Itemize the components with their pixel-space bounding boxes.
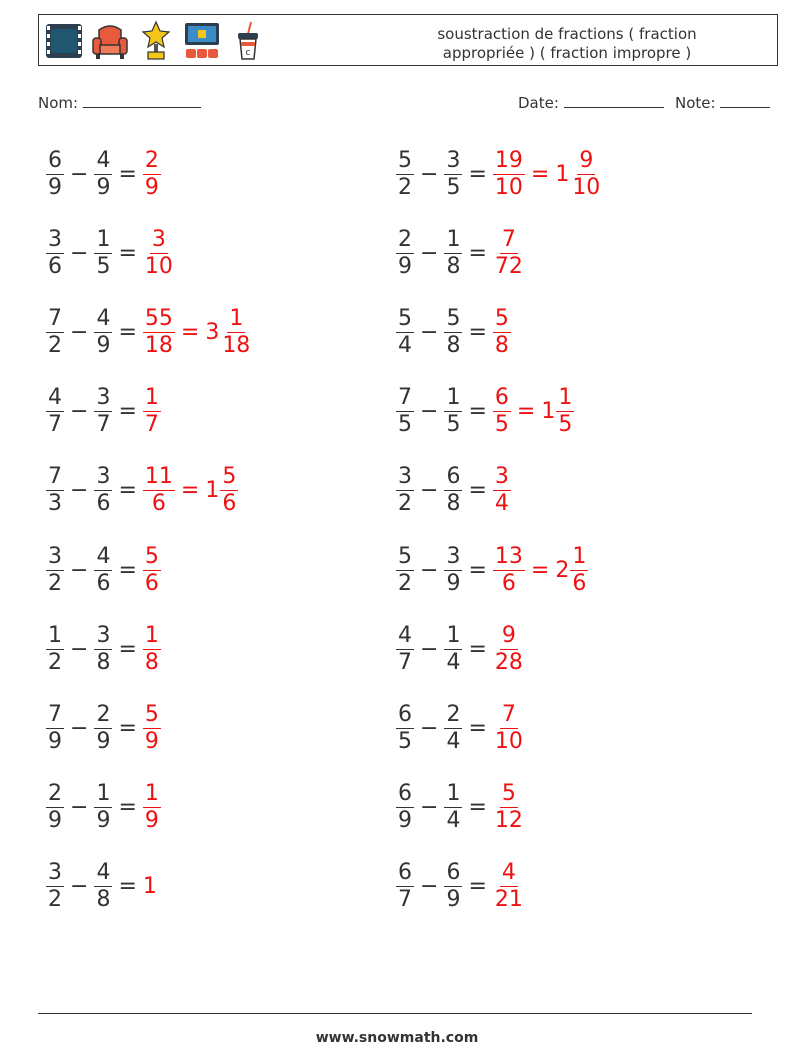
mixed-whole: 1 [541,399,556,425]
answer-fraction [143,385,161,438]
numerator: 4 [96,860,111,886]
minuend-fraction [46,385,64,438]
subtrahend-fraction [94,148,112,201]
minus-sign: − [420,319,439,345]
numerator: 7 [501,701,516,727]
problem-item [46,300,252,364]
numerator: 5 [144,543,159,569]
subtrahend-fraction [94,385,112,438]
numerator: 4 [96,147,111,173]
minuend-fraction [46,306,64,359]
mixed-whole: 2 [555,557,570,583]
denominator: 2 [398,570,412,596]
denominator: 9 [398,253,412,279]
numerator: 4 [96,305,111,331]
numerator: 1 [446,385,461,411]
numerator: 3 [96,385,111,411]
equals-sign: = [118,795,137,821]
denominator: 6 [48,253,62,279]
denominator: 5 [398,728,412,754]
numerator: 1 [144,622,159,648]
subtrahend-fraction [94,781,112,834]
denominator: 10 [572,174,601,200]
minus-sign: − [70,874,89,900]
mixed-fraction [220,306,252,359]
subtrahend-fraction [94,860,112,913]
minus-sign: − [420,399,439,425]
answer-fraction [493,781,525,834]
footer-url: www.snowmath.com [315,1030,479,1046]
denominator: 2 [48,887,62,913]
problem-item [396,459,511,523]
denominator: 7 [398,649,412,675]
minuend-fraction [396,781,414,834]
denominator: 8 [446,332,461,358]
answer-fraction [493,623,525,676]
subtrahend-fraction [444,702,462,755]
denominator: 9 [144,728,159,754]
numerator: 5 [446,305,461,331]
numerator: 5 [144,701,159,727]
numerator: 9 [579,147,594,173]
numerator: 1 [446,622,461,648]
numerator: 1 [96,781,111,807]
numerator: 4 [501,860,516,886]
minuend-fraction [46,702,64,755]
denominator: 9 [144,808,159,834]
minus-sign: − [70,557,89,583]
minuend-fraction [46,464,64,517]
denominator: 10 [144,253,173,279]
answer-fraction [493,464,511,517]
answer-fraction [493,306,511,359]
numerator: 7 [501,226,516,252]
equals-sign: = [180,478,200,504]
denominator: 4 [446,808,461,834]
denominator: 8 [446,253,461,279]
equals-sign: = [118,240,137,266]
numerator: 13 [494,543,523,569]
minus-sign: − [70,161,89,187]
answer-fraction [493,544,525,597]
problem-item [396,380,574,444]
equals-sign: = [468,319,487,345]
numerator: 3 [446,147,461,173]
equals-sign: = [468,795,487,821]
numerator: 3 [48,543,62,569]
minuend-fraction [46,623,64,676]
numerator: 6 [48,147,62,173]
denominator: 10 [494,174,523,200]
equals-sign: = [118,636,137,662]
problem-item [46,696,161,760]
denominator: 9 [446,570,461,596]
denominator: 4 [446,728,461,754]
denominator: 8 [96,649,111,675]
denominator: 8 [494,332,509,358]
problem-item [396,538,588,602]
answer-fraction [143,544,161,597]
minus-sign: − [420,557,439,583]
numerator: 2 [48,781,62,807]
denominator: 6 [572,570,587,596]
problem-item [46,855,157,919]
denominator: 4 [398,332,412,358]
equals-sign: = [468,557,487,583]
numerator: 4 [398,622,412,648]
minuend-fraction [46,860,64,913]
denominator: 9 [48,174,62,200]
numerator: 1 [144,781,159,807]
denominator: 4 [494,491,509,517]
denominator: 28 [494,649,523,675]
subtrahend-fraction [444,544,462,597]
numerator: 2 [398,226,412,252]
equals-sign: = [530,161,550,187]
numerator: 2 [96,701,111,727]
answer-fraction [143,227,175,280]
problem-item [396,776,525,840]
denominator: 9 [96,728,111,754]
equals-sign: = [118,715,137,741]
equals-sign: = [468,399,487,425]
denominator: 2 [48,649,62,675]
numerator: 3 [446,543,461,569]
numerator: 3 [398,464,412,490]
minus-sign: − [420,240,439,266]
minuend-fraction [396,544,414,597]
equals-sign: = [118,319,137,345]
denominator: 2 [48,332,62,358]
problem-item [46,617,161,681]
problem-item [396,855,525,919]
denominator: 18 [144,332,173,358]
mixed-fraction [220,464,238,517]
answer-fraction [493,227,525,280]
numerator: 3 [48,860,62,886]
denominator: 5 [446,174,461,200]
subtrahend-fraction [94,306,112,359]
mixed-fraction [556,385,574,438]
answer-fraction [493,148,525,201]
answer-fraction [143,464,175,517]
minus-sign: − [70,715,89,741]
answer-fraction [143,306,175,359]
denominator: 5 [494,412,509,438]
minuend-fraction [396,148,414,201]
numerator: 1 [572,543,587,569]
equals-sign: = [468,478,487,504]
equals-sign: = [530,557,550,583]
minuend-fraction [396,623,414,676]
denominator: 2 [48,570,62,596]
numerator: 5 [398,147,412,173]
minus-sign: − [70,399,89,425]
numerator: 1 [229,305,244,331]
denominator: 8 [144,649,159,675]
minus-sign: − [70,795,89,821]
minuend-fraction [396,702,414,755]
denominator: 6 [144,570,159,596]
problem-item [396,221,525,285]
numerator: 7 [48,305,62,331]
numerator: 7 [398,385,412,411]
denominator: 9 [96,808,111,834]
numerator: 3 [48,226,62,252]
footer-divider [38,1013,752,1014]
subtrahend-fraction [444,464,462,517]
minus-sign: − [70,478,89,504]
denominator: 12 [494,808,523,834]
denominator: 5 [96,253,111,279]
minuend-fraction [396,464,414,517]
numerator: 11 [144,464,173,490]
equals-sign: = [118,874,137,900]
numerator: 9 [501,622,516,648]
answer-fraction [493,385,511,438]
subtrahend-fraction [444,385,462,438]
numerator: 3 [96,464,111,490]
equals-sign: = [468,161,487,187]
denominator: 9 [96,332,111,358]
minuend-fraction [396,306,414,359]
denominator: 6 [96,570,111,596]
equals-sign: = [118,399,137,425]
minuend-fraction [46,544,64,597]
equals-sign: = [468,240,487,266]
subtrahend-fraction [444,623,462,676]
numerator: 6 [398,860,412,886]
equals-sign: = [180,319,200,345]
equals-sign: = [468,636,487,662]
numerator: 1 [96,226,111,252]
date-label: Date: [518,94,559,112]
answer-fraction [143,781,161,834]
numerator: 1 [558,385,573,411]
numerator: 7 [48,464,62,490]
denominator: 5 [446,412,461,438]
problem-item [46,221,175,285]
denominator: 9 [48,728,62,754]
numerator: 3 [151,226,166,252]
problem-item [46,776,161,840]
problem-item [46,459,238,523]
denominator: 18 [222,332,251,358]
subtrahend-fraction [94,544,112,597]
numerator: 7 [48,701,62,727]
equals-sign: = [118,161,137,187]
subtrahend-fraction [444,306,462,359]
denominator: 8 [446,491,461,517]
denominator: 7 [96,412,111,438]
denominator: 3 [48,491,62,517]
denominator: 2 [398,174,412,200]
numerator: 2 [144,147,159,173]
denominator: 7 [398,887,412,913]
answer-fraction [493,860,525,913]
problem-item [46,380,161,444]
equals-sign: = [468,874,487,900]
denominator: 4 [446,649,461,675]
subtrahend-fraction [444,860,462,913]
numerator: 5 [398,305,412,331]
denominator: 10 [494,728,523,754]
numerator: 1 [446,226,461,252]
minus-sign: − [420,874,439,900]
numerator: 6 [494,385,509,411]
numerator: 5 [494,305,509,331]
denominator: 6 [222,491,237,517]
answer-whole: 1 [142,874,157,900]
denominator: 2 [398,491,412,517]
mixed-fraction [570,148,602,201]
minuend-fraction [46,148,64,201]
subtrahend-fraction [94,464,112,517]
numerator: 6 [398,781,412,807]
denominator: 7 [48,412,62,438]
mixed-whole: 3 [205,319,220,345]
denominator: 9 [48,808,62,834]
numerator: 5 [398,543,412,569]
denominator: 6 [151,491,166,517]
answer-fraction [493,702,525,755]
denominator: 6 [501,570,516,596]
mixed-fraction [570,544,588,597]
numerator: 2 [446,701,461,727]
minus-sign: − [420,636,439,662]
minus-sign: − [420,161,439,187]
subtrahend-fraction [444,227,462,280]
minuend-fraction [46,227,64,280]
numerator: 1 [144,385,159,411]
minuend-fraction [396,385,414,438]
subtrahend-fraction [94,623,112,676]
numerator: 6 [398,701,412,727]
equals-sign: = [468,715,487,741]
problem-item [396,142,602,206]
mixed-whole: 1 [555,161,570,187]
note-label: Note: [675,94,716,112]
denominator: 9 [96,174,111,200]
equals-sign: = [516,399,536,425]
worksheet-title: soustraction de fractions ( fraction appropriée ) ( fraction impropre ) [437,25,697,62]
svg-text:c: c [245,48,251,58]
numerator: 3 [96,622,111,648]
minus-sign: − [420,478,439,504]
subtrahend-fraction [94,702,112,755]
numerator: 55 [144,305,173,331]
numerator: 1 [48,622,62,648]
name-label: Nom: [38,94,79,112]
minuend-fraction [46,781,64,834]
problem-item [46,142,161,206]
subtrahend-fraction [94,227,112,280]
answer-fraction [143,623,161,676]
denominator: 5 [558,412,573,438]
numerator: 5 [222,464,237,490]
denominator: 6 [96,491,111,517]
subtrahend-fraction [444,148,462,201]
numerator: 4 [48,385,62,411]
denominator: 5 [398,412,412,438]
minus-sign: − [70,319,89,345]
denominator: 72 [494,253,523,279]
minus-sign: − [420,795,439,821]
mixed-whole: 1 [205,478,220,504]
minuend-fraction [396,227,414,280]
numerator: 19 [494,147,523,173]
answer-fraction [143,148,161,201]
answer-fraction [143,702,161,755]
minus-sign: − [70,240,89,266]
numerator: 6 [446,860,461,886]
denominator: 9 [446,887,461,913]
equals-sign: = [118,478,137,504]
numerator: 5 [501,781,516,807]
problem-item [396,696,525,760]
denominator: 9 [144,174,159,200]
minus-sign: − [420,715,439,741]
problem-item [46,538,161,602]
numerator: 6 [446,464,461,490]
minuend-fraction [396,860,414,913]
numerator: 1 [446,781,461,807]
minus-sign: − [70,636,89,662]
problem-item [396,300,511,364]
subtrahend-fraction [444,781,462,834]
denominator: 21 [494,887,523,913]
equals-sign: = [118,557,137,583]
problem-item [396,617,525,681]
numerator: 3 [494,464,509,490]
denominator: 9 [398,808,412,834]
denominator: 8 [96,887,111,913]
denominator: 7 [144,412,159,438]
numerator: 4 [96,543,111,569]
